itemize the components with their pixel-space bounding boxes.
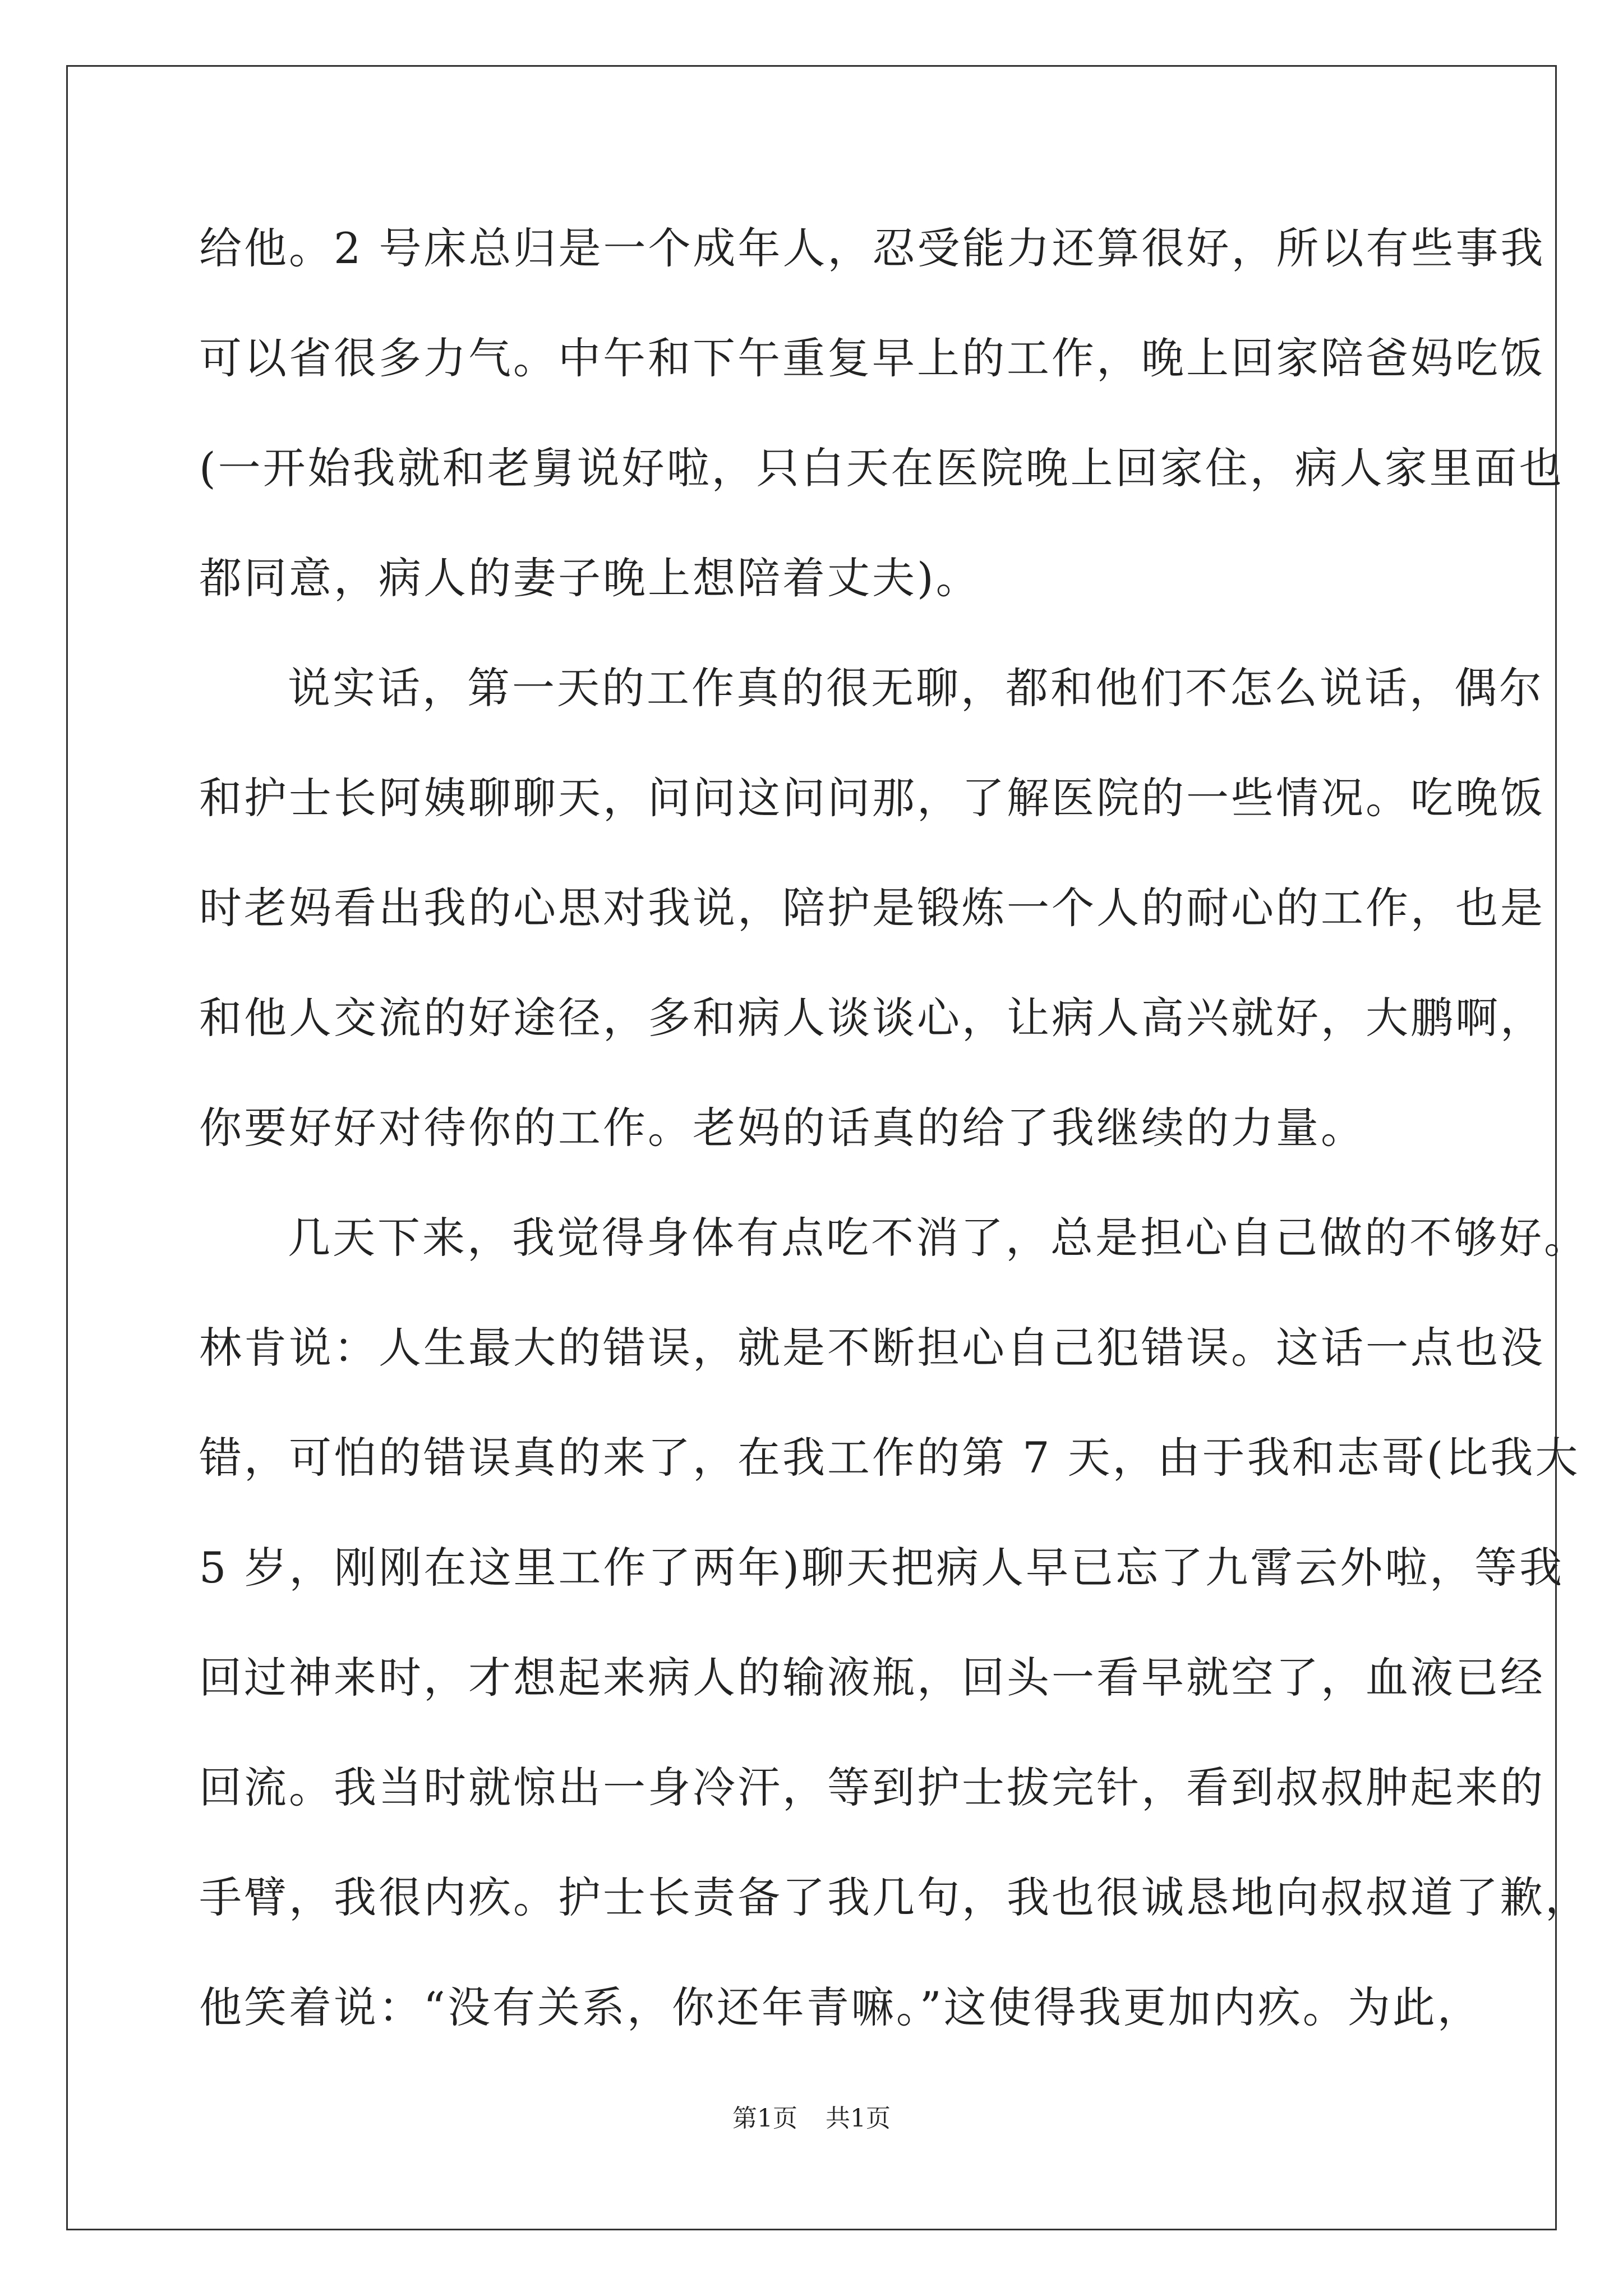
document-body: [199, 194, 1590, 2063]
text-line: (一开始我就和老舅说好啦，只白天在医院晚上回家住，病人家里面也: [199, 443, 1564, 493]
text-line: 林肯说：人生最大的错误，就是不断担心自己犯错误。这话一点也没: [199, 1323, 1545, 1373]
text-line: 5 岁，刚刚在这里工作了两年)聊天把病人早已忘了九霄云外啦，等我: [199, 1543, 1565, 1593]
text-line: 和护士长阿姨聊聊天，问问这问问那，了解医院的一些情况。吃晚饭: [199, 773, 1545, 823]
text-line: 和他人交流的好途径，多和病人谈谈心，让病人高兴就好，大鹏啊，: [199, 993, 1545, 1043]
page-footer: [0, 2098, 1623, 2134]
text-line: 时老妈看出我的心思对我说，陪护是锻炼一个人的耐心的工作，也是: [199, 883, 1545, 933]
text-line: 你要好好对待你的工作。老妈的话真的给了我继续的力量。: [199, 1103, 1366, 1153]
text-line: 回过神来时，才想起来病人的输液瓶，回头一看早就空了，血液已经: [199, 1653, 1545, 1703]
text-line: 手臂，我很内疚。护士长责备了我几句，我也很诚恳地向叔叔道了歉，: [199, 1872, 1590, 1922]
text-line-paragraph-start: 说实话，第一天的工作真的很无聊，都和他们不怎么说话，偶尔: [288, 663, 1544, 713]
text-line-paragraph-start: 几天下来，我觉得身体有点吃不消了，总是担心自己做的不够好。: [288, 1213, 1589, 1263]
text-line: 都同意，病人的妻子晚上想陪着丈夫)。: [199, 553, 981, 603]
text-line: 他笑着说：“没有关系，你还年青嘛。”这使得我更加内疚。为此，: [199, 1982, 1482, 2032]
text-line: 回流。我当时就惊出一身冷汗，等到护士拔完针，看到叔叔肿起来的: [199, 1763, 1545, 1812]
text-line: 错，可怕的错误真的来了，在我工作的第 7 天，由于我和志哥(比我大: [199, 1433, 1580, 1483]
text-line: 给他。2 号床总归是一个成年人，忍受能力还算很好，所以有些事我: [199, 223, 1546, 273]
text-line: 可以省很多力气。中午和下午重复早上的工作，晚上回家陪爸妈吃饭: [199, 333, 1545, 383]
page-number-label: 第1页: [732, 2104, 797, 2133]
page-total-label: 共1页: [826, 2104, 891, 2133]
